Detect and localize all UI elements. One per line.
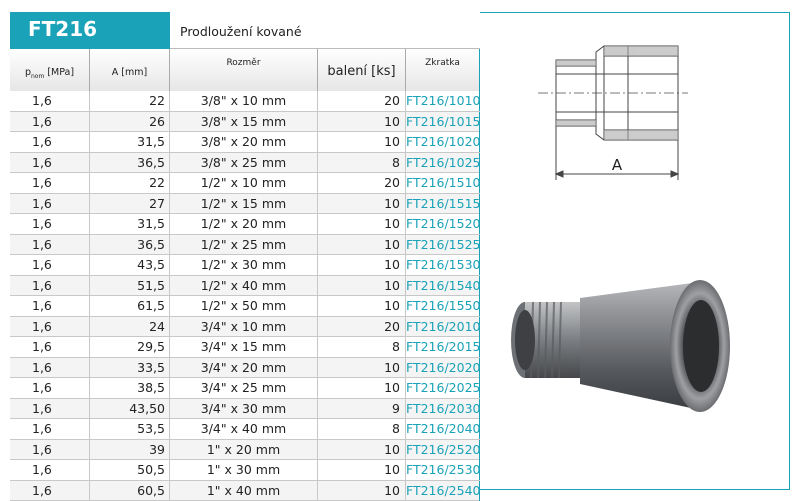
table-row (10, 358, 480, 379)
table-row (10, 255, 480, 276)
cell-baleni: 10 (318, 440, 406, 460)
table-row (10, 481, 480, 501)
table-row (10, 153, 480, 174)
cell-zkratka[interactable]: FT216/1520 (406, 214, 480, 234)
cell-a: 39 (90, 440, 170, 460)
cell-pressure: 1,6 (10, 194, 90, 214)
cell-pressure: 1,6 (10, 276, 90, 296)
cell-zkratka[interactable]: FT216/2015 (406, 337, 480, 357)
cell-a: 31,5 (90, 214, 170, 234)
table-row (10, 112, 480, 133)
cell-zkratka[interactable]: FT216/2520 (406, 440, 480, 460)
cell-a: 29,5 (90, 337, 170, 357)
cell-rozmer: 1" x 40 mm (170, 481, 318, 501)
cell-pressure: 1,6 (10, 419, 90, 439)
product-name: Prodloužení kované (170, 12, 480, 49)
table-row (10, 440, 480, 461)
cell-baleni: 8 (318, 153, 406, 173)
header-pressure (10, 49, 90, 91)
table-row (10, 460, 480, 481)
cell-a: 51,5 (90, 276, 170, 296)
cell-zkratka[interactable]: FT216/2025 (406, 378, 480, 398)
cell-a: 36,5 (90, 153, 170, 173)
cell-zkratka[interactable]: FT216/2540 (406, 481, 480, 501)
cell-pressure: 1,6 (10, 358, 90, 378)
cell-zkratka[interactable]: FT216/1025 (406, 153, 480, 173)
cell-a: 22 (90, 91, 170, 111)
table-row (10, 214, 480, 235)
cell-zkratka[interactable]: FT216/1510 (406, 173, 480, 193)
cell-baleni: 10 (318, 235, 406, 255)
header-a: A [mm] (90, 49, 170, 91)
cell-a: 33,5 (90, 358, 170, 378)
cell-a: 31,5 (90, 132, 170, 152)
cell-rozmer: 3/4" x 20 mm (170, 358, 318, 378)
cell-pressure: 1,6 (10, 132, 90, 152)
product-table (10, 12, 481, 498)
dimension-a-label: A (611, 156, 623, 174)
table-row (10, 194, 480, 215)
cell-baleni: 20 (318, 317, 406, 337)
product-photo (495, 260, 760, 430)
cell-pressure: 1,6 (10, 460, 90, 480)
technical-drawing (538, 40, 688, 190)
cell-rozmer: 3/4" x 30 mm (170, 399, 318, 419)
table-row (10, 91, 480, 112)
table-row (10, 419, 480, 440)
cell-baleni: 10 (318, 296, 406, 316)
cell-baleni: 10 (318, 132, 406, 152)
cell-zkratka[interactable]: FT216/2040 (406, 419, 480, 439)
table-row (10, 132, 480, 153)
cell-baleni: 20 (318, 173, 406, 193)
cell-pressure: 1,6 (10, 481, 90, 501)
cell-baleni: 10 (318, 481, 406, 501)
cell-baleni: 8 (318, 419, 406, 439)
header-pressure-symbol: p (24, 67, 31, 78)
cell-a: 50,5 (90, 460, 170, 480)
cell-zkratka[interactable]: FT216/1015 (406, 112, 480, 132)
header-zkratka: Zkratka (406, 49, 480, 91)
cell-zkratka[interactable]: FT216/1540 (406, 276, 480, 296)
cell-rozmer: 1" x 30 mm (170, 460, 318, 480)
cell-rozmer: 1/2" x 30 mm (170, 255, 318, 275)
cell-a: 24 (90, 317, 170, 337)
cell-pressure: 1,6 (10, 337, 90, 357)
cell-baleni: 10 (318, 112, 406, 132)
cell-baleni: 10 (318, 194, 406, 214)
cell-zkratka[interactable]: FT216/1530 (406, 255, 480, 275)
cell-a: 61,5 (90, 296, 170, 316)
cell-rozmer: 3/8" x 20 mm (170, 132, 318, 152)
cell-pressure: 1,6 (10, 440, 90, 460)
cell-a: 36,5 (90, 235, 170, 255)
cell-baleni: 10 (318, 358, 406, 378)
header-pressure-unit: [MPa] (47, 67, 75, 78)
cell-rozmer: 1/2" x 20 mm (170, 214, 318, 234)
cell-rozmer: 1/2" x 15 mm (170, 194, 318, 214)
cell-rozmer: 3/4" x 25 mm (170, 378, 318, 398)
cell-a: 22 (90, 173, 170, 193)
cell-pressure: 1,6 (10, 173, 90, 193)
cell-zkratka[interactable]: FT216/1020 (406, 132, 480, 152)
cell-zkratka[interactable]: FT216/2010 (406, 317, 480, 337)
cell-rozmer: 1/2" x 40 mm (170, 276, 318, 296)
cell-baleni: 8 (318, 337, 406, 357)
table-row (10, 337, 480, 358)
cell-baleni: 10 (318, 460, 406, 480)
cell-baleni: 10 (318, 378, 406, 398)
cell-rozmer: 3/4" x 15 mm (170, 337, 318, 357)
table-row (10, 276, 480, 297)
cell-zkratka[interactable]: FT216/1550 (406, 296, 480, 316)
cell-baleni: 10 (318, 276, 406, 296)
cell-rozmer: 3/4" x 40 mm (170, 419, 318, 439)
table-row (10, 378, 480, 399)
cell-a: 53,5 (90, 419, 170, 439)
header-baleni: balení [ks] (318, 49, 406, 91)
cell-rozmer: 1/2" x 25 mm (170, 235, 318, 255)
cell-a: 43,5 (90, 255, 170, 275)
cell-a: 38,5 (90, 378, 170, 398)
header-rozmer: Rozměr (170, 49, 318, 91)
cell-rozmer: 3/8" x 10 mm (170, 91, 318, 111)
cell-pressure: 1,6 (10, 214, 90, 234)
cell-a: 27 (90, 194, 170, 214)
cell-pressure: 1,6 (10, 296, 90, 316)
cell-pressure: 1,6 (10, 235, 90, 255)
cell-baleni: 10 (318, 255, 406, 275)
title-row (10, 12, 480, 49)
table-row (10, 399, 480, 420)
cell-zkratka[interactable]: FT216/2020 (406, 358, 480, 378)
table-header (10, 49, 480, 92)
cell-rozmer: 3/4" x 10 mm (170, 317, 318, 337)
cell-pressure: 1,6 (10, 399, 90, 419)
cell-pressure: 1,6 (10, 153, 90, 173)
cell-pressure: 1,6 (10, 317, 90, 337)
cell-zkratka[interactable]: FT216/1525 (406, 235, 480, 255)
cell-zkratka[interactable]: FT216/1515 (406, 194, 480, 214)
cell-rozmer: 1" x 20 mm (170, 440, 318, 460)
table-row (10, 317, 480, 338)
cell-baleni: 10 (318, 214, 406, 234)
cell-pressure: 1,6 (10, 91, 90, 111)
cell-pressure: 1,6 (10, 378, 90, 398)
cell-rozmer: 1/2" x 10 mm (170, 173, 318, 193)
table-row (10, 296, 480, 317)
header-pressure-sub: nom (30, 72, 45, 80)
product-code: FT216 (10, 12, 170, 49)
cell-zkratka[interactable]: FT216/1010 (406, 91, 480, 111)
cell-a: 43,50 (90, 399, 170, 419)
table-row (10, 235, 480, 256)
cell-rozmer: 1/2" x 50 mm (170, 296, 318, 316)
cell-a: 26 (90, 112, 170, 132)
cell-rozmer: 3/8" x 25 mm (170, 153, 318, 173)
cell-zkratka[interactable]: FT216/2030 (406, 399, 480, 419)
table-row (10, 173, 480, 194)
cell-baleni: 9 (318, 399, 406, 419)
cell-pressure: 1,6 (10, 255, 90, 275)
cell-zkratka[interactable]: FT216/2530 (406, 460, 480, 480)
cell-a: 60,5 (90, 481, 170, 501)
cell-baleni: 20 (318, 91, 406, 111)
cell-pressure: 1,6 (10, 112, 90, 132)
cell-rozmer: 3/8" x 15 mm (170, 112, 318, 132)
